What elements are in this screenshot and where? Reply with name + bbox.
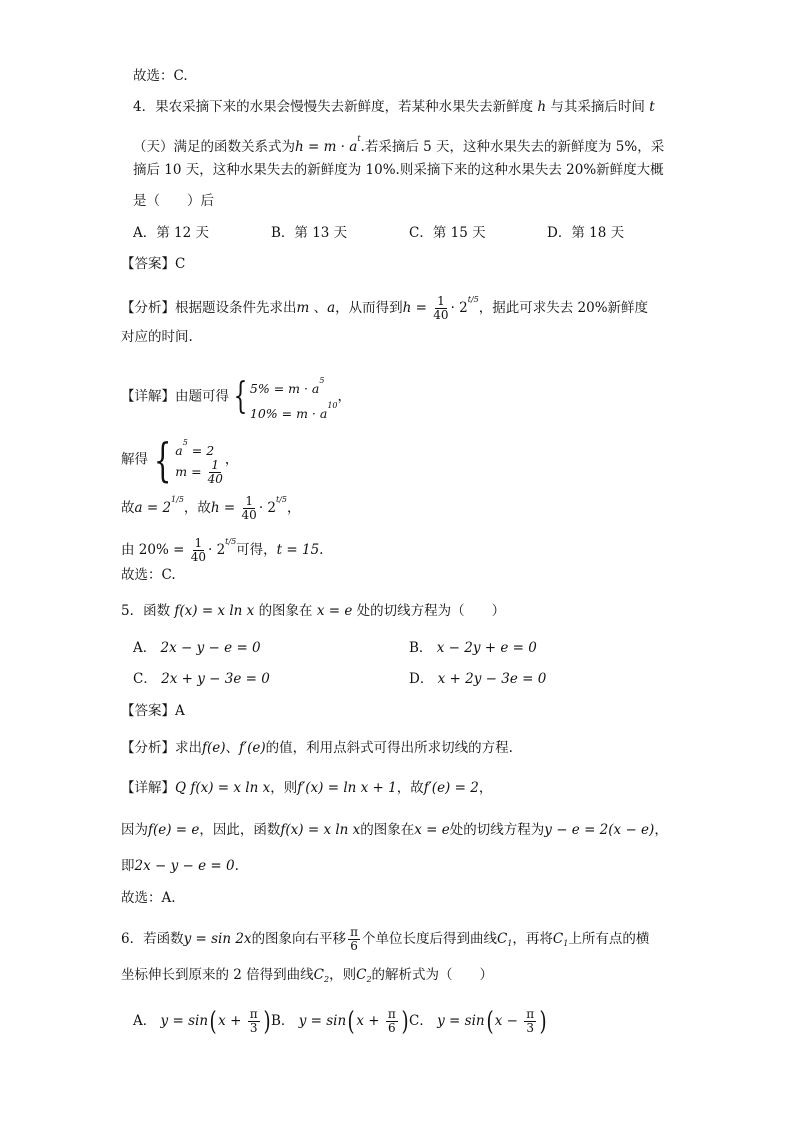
q5-option-b: B． x − 2y + e = 0 [409,640,537,656]
question-6-line-2: 坐标伸长到原来的 2 倍得到曲线$C_2$，则$C_2$的解析式为（ ） [121,967,494,984]
question-6-line-1: 6．若函数y = sin 2x的图象向右平移 $\frac{\pi}{6}$ 个单位长度后得到曲线$C_1$，再将$C_1$上所有点的横 [121,925,650,953]
q4-solution: 解得 { $a^5 = 2$ m = $\frac{1}{40}$ ， [121,433,239,487]
question-4-line-4: 是（ ）后 [133,193,214,209]
q5-choice: 故选：A. [121,890,176,906]
q4-analysis-line-1: 【分析】根据题设条件先求出m 、a，从而得到h = $\frac{1}{40}$ · $2^{t/5}$，据此可求失去 20%新鲜度 [121,294,649,322]
q4-choice: 故选：C. [121,567,176,583]
q4-option-d: D．第 18 天 [547,225,625,241]
q6-option-c: C． y = sin( x − $\frac{\pi}{3}$ ) [409,1006,547,1037]
q5-analysis: 【分析】求出f(e)、f′(e)的值，利用点斜式可得出所求切线的方程. [121,740,513,756]
q4-result: 由 20% = $\frac{1}{40}$ · $2^{t/5}$可得，t = 15. [121,536,324,564]
q5-detail: 【详解】Q f(x) = x ln x，则f′(x) = ln x + 1，故f′(e) = 2， [121,780,493,796]
q6-option-a: A． y = sin( x + $\frac{\pi}{3}$ ) [133,1006,271,1037]
q5-option-c: C． 2x + y − 3e = 0 [133,671,270,687]
q6-option-b: B． y = sin( x + $\frac{\pi}{6}$ ) [271,1006,409,1037]
q5-option-d: D． x + 2y − 3e = 0 [409,671,547,687]
question-4-line-1: 4．果农采摘下来的水果会慢慢失去新鲜度，若某种水果失去新鲜度 h 与其采摘后时间 t [133,99,655,115]
q5-option-a: A． 2x − y − e = 0 [133,640,261,656]
question-4-line-3: 摘后 10 天，这种水果失去的新鲜度为 10%.则采摘下来的这种水果失去 20%新鲜度大概 [133,162,664,178]
q4-option-a: A．第 12 天 [133,225,210,241]
q4-analysis-line-2: 对应的时间. [121,329,193,345]
q5-because: 因为f(e) = e，因此，函数f(x) = x ln x的图象在x = e处的切线方程为y − e = 2(x − e)， [121,822,668,838]
question-4-line-2: （天）满足的函数关系式为$h = m \cdot a^t$.若采摘后 5 天，这种水果失去的新鲜度为 5%，采 [133,134,665,155]
q4-option-c: C．第 15 天 [409,225,486,241]
q5-final: 即2x − y − e = 0. [121,858,239,874]
q4-option-b: B．第 13 天 [271,225,348,241]
q4-answer: 【答案】C [121,256,186,272]
answer-choice-line: 故选：C. [133,68,188,84]
q4-detail-line-1: 【详解】由题可得 { $5\% = m \cdot a^5$ $10\% = m \cdot a^{10}$ ， [121,376,352,421]
question-5: 5．函数 f(x) = x ln x 的图象在 x = e 处的切线方程为（ ） [121,603,506,619]
q5-answer: 【答案】A [121,703,185,719]
q4-therefore: 故$a = 2^{1/5}$，故h = $\frac{1}{40}$ · $2^{t/5}$， [121,494,301,522]
